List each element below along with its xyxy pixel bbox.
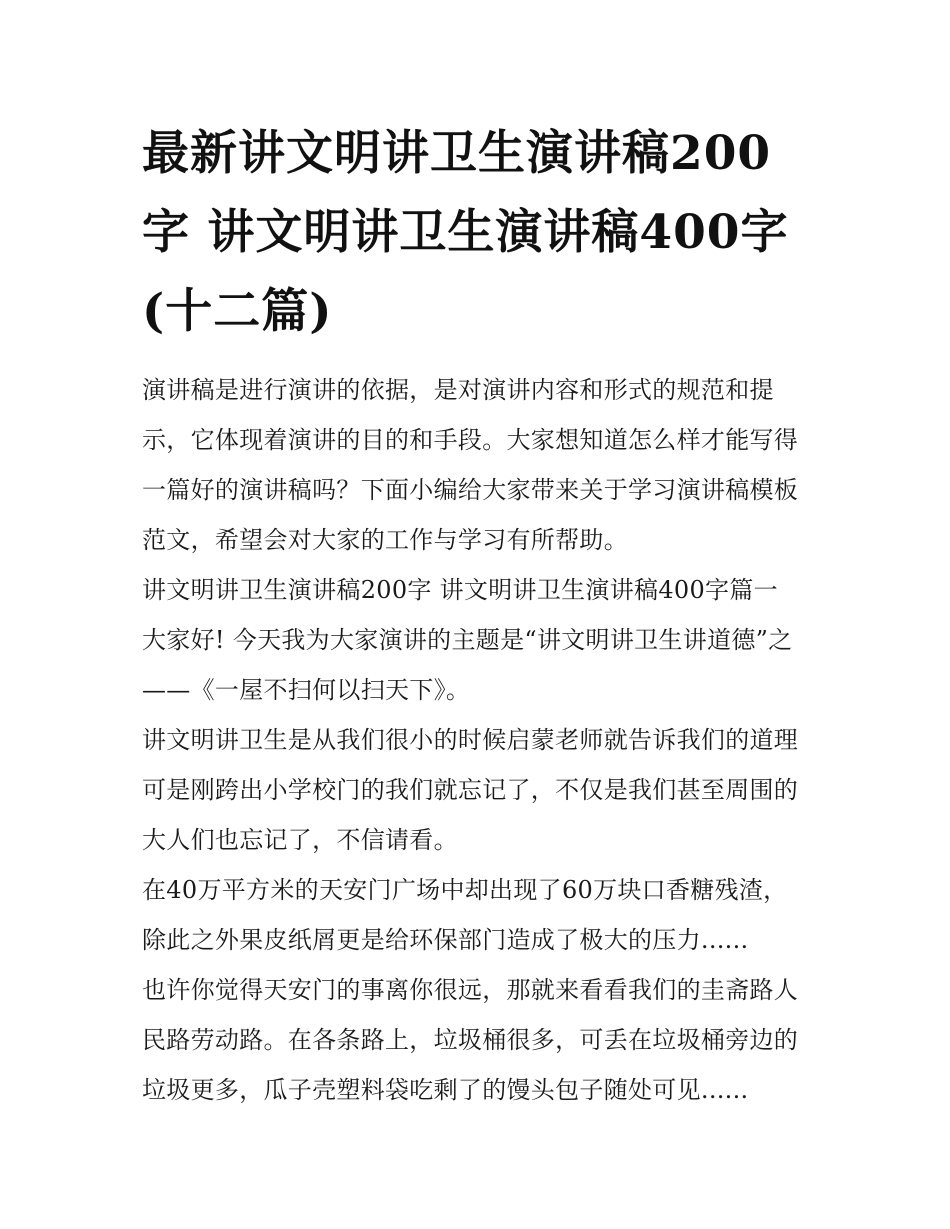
text-line: ——《一屋不扫何以扫天下》。 bbox=[142, 676, 471, 704]
intro-paragraph bbox=[142, 365, 814, 565]
text-line: 民路劳动路。在各条路上，垃圾桶很多，可丢在垃圾桶旁边的 bbox=[142, 1026, 799, 1054]
section-heading bbox=[142, 565, 814, 615]
document-title bbox=[142, 114, 814, 351]
text-line: 在40万平方米的天安门广场中却出现了60万块口香糖残渣， bbox=[142, 876, 788, 904]
document-page bbox=[142, 114, 814, 1115]
text-line: 大家好! 今天我为大家演讲的主题是“讲文明讲卫生讲道德”之 bbox=[142, 626, 793, 654]
text-line: 范文，希望会对大家的工作与学习有所帮助。 bbox=[142, 526, 628, 554]
text-line: 一篇好的演讲稿吗？下面小编给大家带来关于学习演讲稿模板 bbox=[142, 476, 799, 504]
title-line: 最新讲文明讲卫生演讲稿200 bbox=[142, 126, 772, 181]
text-line: 讲文明讲卫生演讲稿200字 讲文明讲卫生演讲稿400字篇一 bbox=[142, 576, 778, 604]
greeting-paragraph bbox=[142, 615, 814, 715]
body-paragraph bbox=[142, 965, 814, 1115]
body-paragraph bbox=[142, 865, 814, 965]
title-line: 字 讲文明讲卫生演讲稿400字 bbox=[142, 205, 789, 260]
text-line: 除此之外果皮纸屑更是给环保部门造成了极大的压力...... bbox=[142, 926, 749, 954]
body-paragraph bbox=[142, 715, 814, 865]
text-line: 也许你觉得天安门的事离你很远，那就来看看我们的圭斋路人 bbox=[142, 976, 799, 1004]
title-line: (十二篇) bbox=[142, 284, 333, 339]
text-line: 演讲稿是进行演讲的依据，是对演讲内容和形式的规范和提 bbox=[142, 376, 774, 404]
text-line: 示，它体现着演讲的目的和手段。大家想知道怎么样才能写得 bbox=[142, 426, 799, 454]
text-line: 讲文明讲卫生是从我们很小的时候启蒙老师就告诉我们的道理 bbox=[142, 726, 799, 754]
text-line: 垃圾更多，瓜子壳塑料袋吃剩了的馒头包子随处可见...... bbox=[142, 1076, 749, 1104]
text-line: 可是刚跨出小学校门的我们就忘记了，不仅是我们甚至周围的 bbox=[142, 776, 799, 804]
text-line: 大人们也忘记了，不信请看。 bbox=[142, 826, 458, 854]
